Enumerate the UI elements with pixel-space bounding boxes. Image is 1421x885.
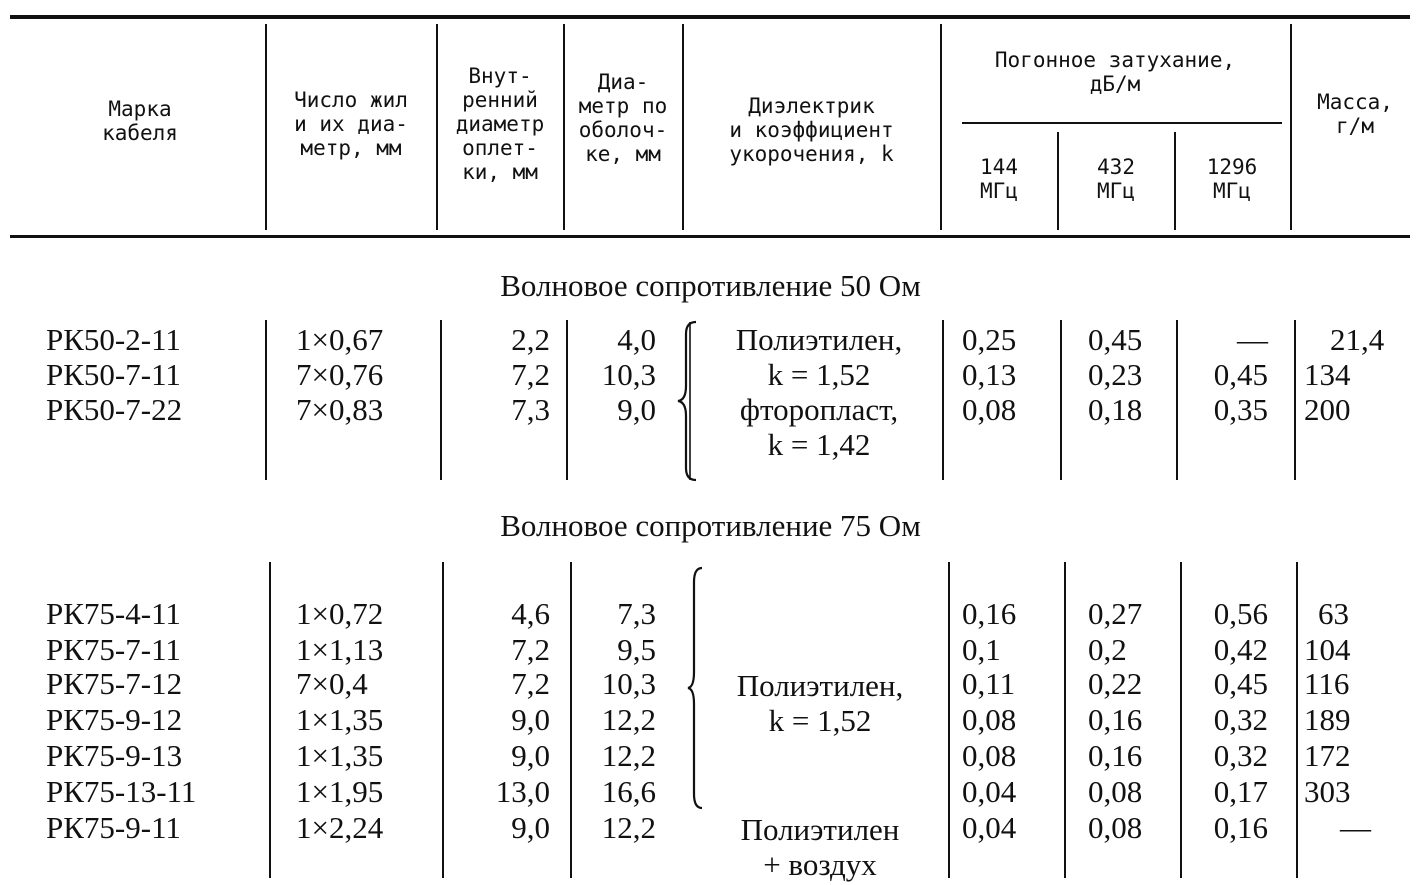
cores: 7×0,83: [296, 392, 384, 427]
cable-mark: РК75-9-11: [46, 810, 181, 845]
mass: 189: [1304, 702, 1351, 737]
attenuation-144: 0,04: [962, 810, 1017, 845]
outer-diameter: 12,2: [601, 738, 656, 773]
cores: 1×1,13: [296, 632, 384, 667]
outer-diameter: 9,5: [617, 632, 656, 667]
cable-mark: РК75-7-12: [46, 666, 183, 701]
inner-diameter: 9,0: [511, 702, 550, 737]
header-dielectric: Диэлектрик и коэффициент укорочения, k: [729, 94, 894, 166]
column-divider: [269, 562, 271, 878]
attenuation-1296: 0,17: [1213, 774, 1268, 809]
cable-mark: РК75-9-12: [46, 702, 183, 737]
outer-diameter: 16,6: [601, 774, 656, 809]
outer-diameter: 10,3: [601, 666, 656, 701]
cores: 1×1,95: [296, 774, 384, 809]
attenuation-144: 0,08: [962, 738, 1017, 773]
outer-diameter: 10,3: [601, 357, 656, 392]
mass: 21,4: [1330, 322, 1385, 357]
attenuation-144: 0,11: [962, 666, 1016, 701]
column-divider: [1180, 562, 1182, 878]
cores: 1×0,67: [296, 322, 384, 357]
attenuation-432: 0,45: [1088, 322, 1143, 357]
header-freq-432: 432 МГц: [1097, 155, 1135, 203]
attenuation-group-rule: [962, 122, 1282, 124]
attenuation-432: 0,27: [1088, 596, 1143, 631]
attenuation-432: 0,16: [1088, 702, 1143, 737]
header-freq-144: 144 МГц: [980, 155, 1018, 203]
mass: —: [1340, 810, 1371, 845]
attenuation-144: 0,13: [962, 357, 1017, 392]
attenuation-1296: 0,16: [1213, 810, 1268, 845]
outer-diameter: 7,3: [617, 596, 656, 631]
header-cores: Число жил и их диа- метр, мм: [294, 88, 408, 160]
table-top-rule: [10, 15, 1410, 19]
inner-diameter: 9,0: [511, 738, 550, 773]
cable-mark: РК75-9-13: [46, 738, 183, 773]
mass: 134: [1304, 357, 1351, 392]
attenuation-144: 0,16: [962, 596, 1017, 631]
attenuation-1296: 0,32: [1213, 738, 1268, 773]
attenuation-144: 0,25: [962, 322, 1017, 357]
cable-mark: РК75-4-11: [46, 596, 181, 631]
column-divider: [1176, 320, 1178, 480]
section-title-50: Волновое сопротивление 50 Ом: [500, 268, 921, 303]
cores: 1×1,35: [296, 738, 384, 773]
column-divider: [1064, 562, 1066, 878]
attenuation-432: 0,2: [1088, 632, 1127, 667]
header-outer-diameter: Диа- метр по оболоч- ке, мм: [578, 70, 668, 166]
cable-mark: РК75-7-11: [46, 632, 181, 667]
attenuation-1296: 0,35: [1213, 392, 1268, 427]
attenuation-1296: 0,45: [1213, 357, 1268, 392]
inner-diameter: 4,6: [511, 596, 550, 631]
header-bottom-rule: [10, 235, 1410, 238]
attenuation-1296: 0,45: [1213, 666, 1268, 701]
inner-diameter: 7,3: [511, 392, 550, 427]
outer-diameter: 12,2: [601, 702, 656, 737]
header-mass: Масса, г/м: [1317, 90, 1393, 138]
dielectric-text-75-air: Полиэтилен + воздух: [740, 812, 900, 882]
cable-mark: РК75-13-11: [46, 774, 197, 809]
inner-diameter: 7,2: [511, 666, 550, 701]
attenuation-144: 0,08: [962, 392, 1017, 427]
attenuation-144: 0,1: [962, 632, 1001, 667]
attenuation-432: 0,08: [1088, 810, 1143, 845]
header-inner-diameter: Внут- ренний диаметр оплет- ки, мм: [455, 64, 545, 184]
cores: 1×2,24: [296, 810, 384, 845]
column-divider: [442, 562, 444, 878]
column-divider: [265, 320, 267, 480]
dielectric-text-50: Полиэтилен, k = 1,52 фторопласт, k = 1,42: [735, 322, 903, 462]
cable-mark: РК50-7-22: [46, 392, 183, 427]
mass: 200: [1304, 392, 1351, 427]
column-divider: [1296, 562, 1298, 878]
column-divider: [566, 320, 568, 480]
attenuation-1296: 0,56: [1213, 596, 1268, 631]
attenuation-1296: —: [1237, 322, 1268, 357]
attenuation-432: 0,16: [1088, 738, 1143, 773]
column-divider: [1060, 320, 1062, 480]
inner-diameter: 7,2: [511, 632, 550, 667]
column-divider: [570, 562, 572, 878]
attenuation-432: 0,22: [1088, 666, 1143, 701]
attenuation-1296: 0,32: [1213, 702, 1268, 737]
attenuation-144: 0,08: [962, 702, 1017, 737]
cores: 1×1,35: [296, 702, 384, 737]
attenuation-432: 0,08: [1088, 774, 1143, 809]
inner-diameter: 7,2: [511, 357, 550, 392]
outer-diameter: 12,2: [601, 810, 656, 845]
section-title-75: Волновое сопротивление 75 Ом: [500, 508, 921, 543]
cores: 7×0,4: [296, 666, 368, 701]
mass: 63: [1318, 596, 1349, 631]
attenuation-1296: 0,42: [1213, 632, 1268, 667]
mass: 104: [1304, 632, 1351, 667]
outer-diameter: 9,0: [617, 392, 656, 427]
attenuation-432: 0,23: [1088, 357, 1143, 392]
header-attenuation: Погонное затухание, дБ/м: [994, 48, 1236, 96]
column-divider: [1294, 320, 1296, 480]
inner-diameter: 13,0: [495, 774, 550, 809]
inner-diameter: 2,2: [511, 322, 550, 357]
outer-diameter: 4,0: [617, 322, 656, 357]
column-divider: [440, 320, 442, 480]
cores: 1×0,72: [296, 596, 384, 631]
inner-diameter: 9,0: [511, 810, 550, 845]
column-divider: [948, 562, 950, 878]
header-freq-1296: 1296 МГц: [1206, 155, 1258, 203]
mass: 172: [1304, 738, 1351, 773]
dielectric-text-75: Полиэтилен, k = 1,52: [736, 668, 904, 738]
cable-mark: РК50-2-11: [46, 322, 181, 357]
mass: 116: [1304, 666, 1350, 701]
attenuation-144: 0,04: [962, 774, 1017, 809]
cable-mark: РК50-7-11: [46, 357, 181, 392]
cores: 7×0,76: [296, 357, 384, 392]
attenuation-432: 0,18: [1088, 392, 1143, 427]
header-mark: Марка кабеля: [102, 97, 178, 145]
mass: 303: [1304, 774, 1351, 809]
